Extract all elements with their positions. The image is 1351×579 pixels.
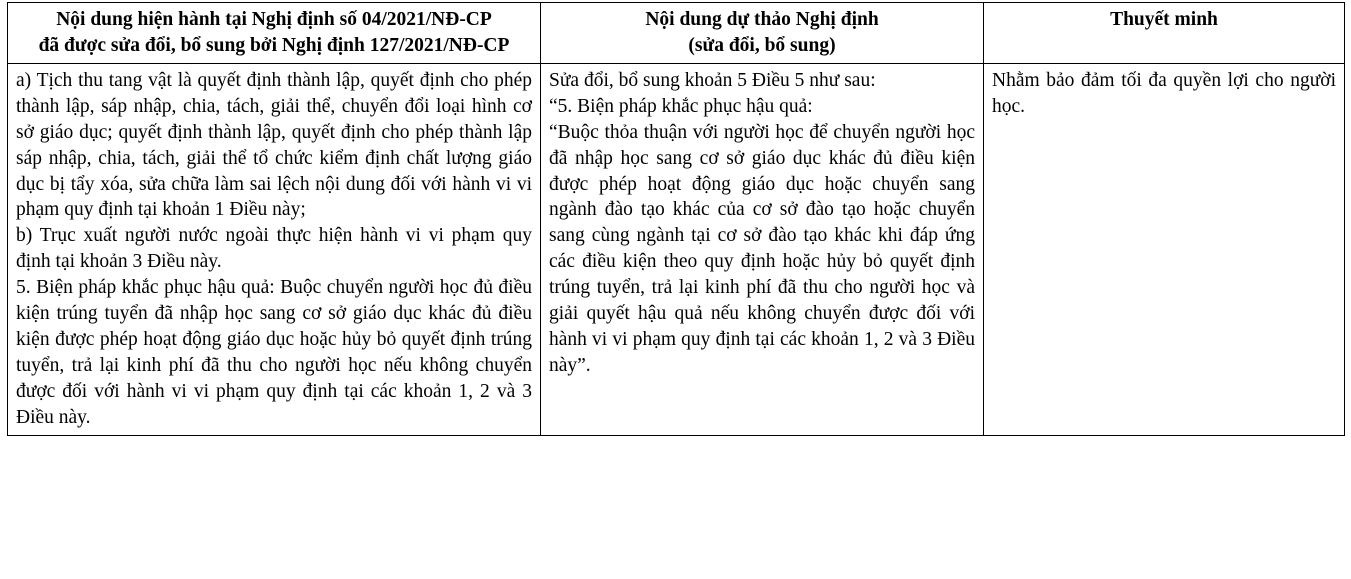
cell-explanation (984, 63, 1345, 435)
draft-content-para-2: “5. Biện pháp khắc phục hậu quả: (549, 95, 813, 117)
header-current-content-line-2: đã được sửa đổi, bổ sung bởi Nghị định 127/2021/NĐ-CP (38, 34, 510, 56)
table-header (8, 3, 1345, 64)
table-body (8, 63, 1345, 435)
table-header-row (8, 3, 1345, 64)
comparison-table (7, 2, 1345, 436)
cell-current-content (8, 63, 541, 435)
explanation-para-1: Nhằm bảo đảm tối đa quyền lợi cho người học. (992, 69, 1336, 117)
draft-content-para-3: “Buộc thỏa thuận với người học để chuyển người học đã nhập học sang cơ sở giáo dục khác đủ điều kiện được phép hoạt động giáo dục hoặc chuyển sang ngành đào tạo khác của cơ sở đào tạo hoặc chuyển sang cùng ngành tại cơ sở đào tạo khác khi đáp ứng các điều kiện theo quy định hoặc hủy bỏ quyết định trúng tuyển, trả lại kinh phí đã thu cho người học và giải quyết hậu quả nếu không chuyển được đối với hành vi vi phạm quy định tại các khoản 1, 2 và 3 Điều này”. (549, 121, 975, 376)
current-content-para-3: 5. Biện pháp khắc phục hậu quả: Buộc chuyển người học đủ điều kiện trúng tuyển đã nhập học sang cơ sở giáo dục khác đủ điều kiện được phép hoạt động giáo dục hoặc hủy bỏ quyết định trúng tuyển, trả lại kinh phí đã thu cho người học nếu không chuyển được đối với hành vi vi phạm quy định tại các khoản 1, 2 và 3 Điều này. (16, 277, 532, 428)
header-current-content-line-1: Nội dung hiện hành tại Nghị định số 04/2021/NĐ-CP (56, 9, 492, 30)
document-page (0, 2, 1351, 579)
header-explanation (984, 3, 1345, 64)
current-content-para-1: a) Tịch thu tang vật là quyết định thành lập, quyết định cho phép thành lập, sáp nhập, chia, tách, giải thể, chuyển đổi loại hình cơ sở giáo dục; quyết định thành lập, quyết định cho phép thành lập sáp nhập, chia, tách, giải thể tổ chức kiểm định chất lượng giáo dục bị tẩy xóa, sửa chữa làm sai lệch nội dung đối với hành vi vi phạm quy định tại khoản 1 Điều này; (16, 69, 532, 221)
current-content-para-2: b) Trục xuất người nước ngoài thực hiện hành vi vi phạm quy định tại khoản 3 Điều này. (16, 225, 532, 273)
header-explanation-line-1: Thuyết minh (1110, 9, 1218, 30)
header-draft-content (541, 3, 984, 64)
header-current-content (8, 3, 541, 64)
draft-content-para-1: Sửa đổi, bổ sung khoản 5 Điều 5 như sau: (549, 69, 876, 91)
header-draft-content-line-2: (sửa đổi, bổ sung) (688, 34, 836, 56)
header-draft-content-line-1: Nội dung dự thảo Nghị định (645, 9, 879, 30)
cell-draft-content (541, 63, 984, 435)
table-row (8, 63, 1345, 435)
